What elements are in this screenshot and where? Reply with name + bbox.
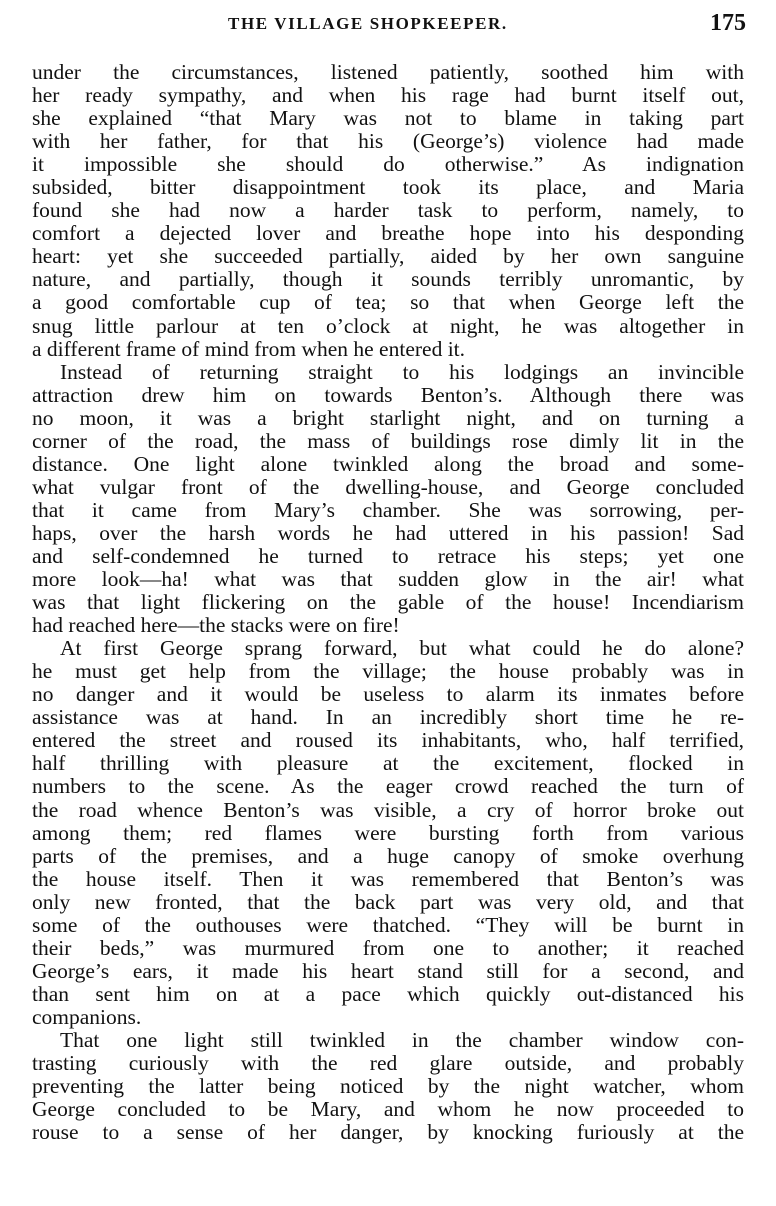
text-line: subsided, bitter disappointment took its place, and Maria: [32, 175, 744, 200]
text-line: a good comfortable cup of tea; so that when George left the: [32, 290, 744, 315]
text-line: a different frame of mind from when he entered it.: [32, 336, 466, 361]
text-line: distance. One light alone twinkled along the broad and some-: [32, 451, 744, 476]
text-line: haps, over the harsh words he had uttered in his passion! Sad: [32, 520, 744, 545]
text-line: what vulgar front of the dwelling-house, and George concluded: [32, 474, 744, 499]
text-line: nature, and partially, though it sounds terribly unromantic, by: [32, 267, 744, 292]
text-line: than sent him on at a pace which quickly out-distanced his: [32, 981, 744, 1006]
text-line: heart: yet she succeeded partially, aided by her own sanguine: [32, 244, 744, 269]
text-line: companions.: [32, 1004, 142, 1029]
text-line: trasting curiously with the red glare outside, and probably: [32, 1051, 744, 1076]
text-line: he must get help from the village; the house probably was in: [32, 659, 744, 684]
body-text: [32, 61, 744, 1144]
text-line: corner of the road, the mass of buildings rose dimly lit in the: [32, 428, 744, 453]
text-line: among them; red flames were bursting forth from various: [32, 820, 744, 845]
text-line: attraction drew him on towards Benton’s. Although there was: [32, 382, 744, 407]
text-line: with her father, for that his (George’s) violence had made: [32, 129, 744, 154]
text-line: comfort a dejected lover and breathe hope into his desponding: [32, 221, 744, 246]
text-line: some of the outhouses were thatched. “They will be burnt in: [32, 912, 744, 937]
text-line: no moon, it was a bright starlight night, and on turning a: [32, 405, 744, 430]
text-line: George concluded to be Mary, and whom he now proceeded to: [32, 1097, 744, 1122]
text-line: the house itself. Then it was remembered that Benton’s was: [32, 866, 744, 891]
text-line: half thrilling with pleasure at the excitement, flocked in: [32, 751, 744, 776]
text-line: no danger and it would be useless to alarm its inmates before: [32, 682, 744, 707]
running-title: THE VILLAGE SHOPKEEPER.: [228, 14, 508, 33]
text-line: her ready sympathy, and when his rage had burnt itself out,: [32, 83, 744, 108]
text-line: found she had now a harder task to perform, namely, to: [32, 198, 744, 223]
page-number: 175: [710, 10, 746, 36]
text-line: snug little parlour at ten o’clock at night, he was altogether in: [32, 313, 744, 338]
text-line: only new fronted, that the back part was very old, and that: [32, 889, 744, 914]
text-line: and self-condemned he turned to retrace his steps; yet one: [32, 543, 744, 568]
text-line: she explained “that Mary was not to blame in taking part: [32, 106, 744, 131]
text-line: assistance was at hand. In an incredibly short time he re-: [32, 705, 744, 730]
text-line: entered the street and roused its inhabitants, who, half terrified,: [32, 728, 744, 753]
text-line: that it came from Mary’s chamber. She was sorrowing, per-: [32, 497, 744, 522]
text-line: numbers to the scene. As the eager crowd reached the turn of: [32, 774, 744, 799]
text-line: more look—ha! what was that sudden glow in the air! what: [32, 567, 744, 592]
text-line: it impossible she should do otherwise.” As indignation: [32, 152, 744, 177]
text-line: was that light flickering on the gable of the house! Incendiarism: [32, 590, 744, 615]
text-line: parts of the premises, and a huge canopy of smoke overhung: [32, 843, 744, 868]
text-line: That one light still twinkled in the chamber window con-: [60, 1027, 744, 1052]
text-line: the road whence Benton’s was visible, a cry of horror broke out: [32, 797, 744, 822]
text-line: under the circumstances, listened patiently, soothed him with: [32, 60, 744, 84]
text-line: had reached here—the stacks were on fire!: [32, 613, 400, 638]
text-line: Instead of returning straight to his lodgings an invincible: [60, 359, 744, 384]
text-line: At first George sprang forward, but what could he do alone?: [60, 636, 744, 661]
text-line: preventing the latter being noticed by the night watcher, whom: [32, 1074, 744, 1099]
running-head: [28, 10, 746, 40]
text-line: George’s ears, it made his heart stand still for a second, and: [32, 958, 744, 983]
text-line: their beds,” was murmured from one to another; it reached: [32, 935, 744, 960]
text-line: rouse to a sense of her danger, by knocking furiously at the: [32, 1120, 744, 1145]
